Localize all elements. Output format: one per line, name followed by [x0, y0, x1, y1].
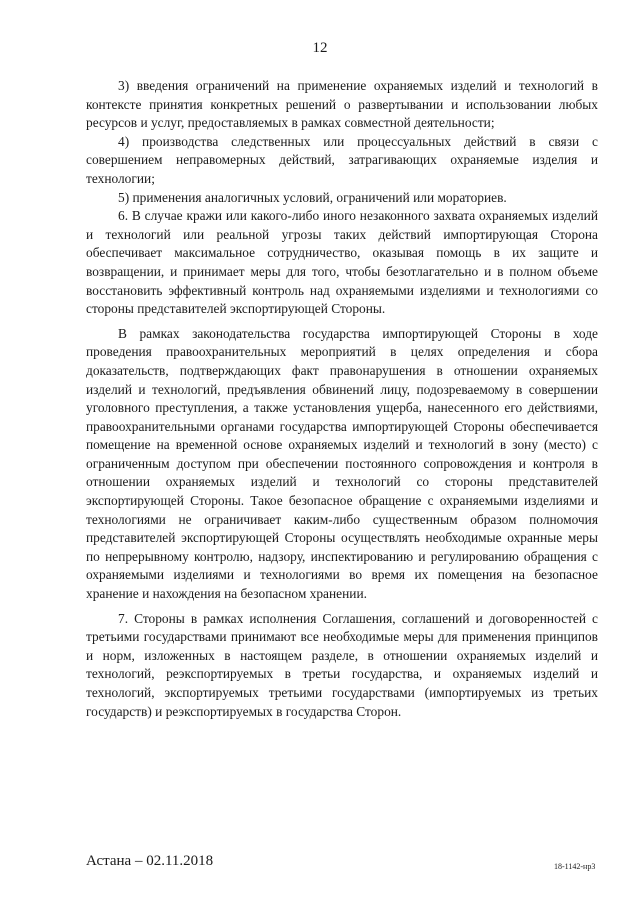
footer-place-date: Астана – 02.11.2018	[86, 853, 214, 869]
paragraph-item-3: 3) введения ограничений на применение охраняемых изделий и технологий в контексте принятия конкретных решений о развертывании и использовании любых ресурсов и услуг, предоставляемых в рамках совместной деятельности;	[86, 78, 598, 131]
paragraph-clause-6: 6. В случае кражи или какого-либо иного незаконного захвата охраняемых изделий и технологий или реальной угрозы таких действий импортирующая Сторона обеспечивает максимальное сотрудничество, оказывая помощь в их защите и возвращении, и принимает меры для того, чтобы безотлагательно и в полном объеме восстановить эффективный контроль над охраняемыми изделиями и технологиями со стороны представителей экспортирующей Стороны.	[86, 208, 598, 317]
paragraph-item-5: 5) применения аналогичных условий, ограничений или мораториев.	[118, 189, 507, 205]
paragraph-clause-7: 7. Стороны в рамках исполнения Соглашения, соглашений и договоренностей с третьими государствами принимают все необходимые меры для применения принципов и норм, изложенных в настоящем разделе, в отношении охраняемых изделий и технологий, реэкспортируемых в третьи государства, и охраняемых изделий и технологий, экспортируемых третьими государствами (импортируемых из третьих государств) и реэкспортируемых в государства Сторон.	[86, 610, 598, 719]
paragraph-item-4: 4) производства следственных или процессуальных действий в связи с совершением неправомерных действий, затрагивающих охраняемые изделия и технологии;	[86, 133, 598, 186]
footer-doc-code: 18-1142-нр3	[554, 862, 596, 871]
paragraph-law-enforcement: В рамках законодательства государства импортирующей Стороны в ходе проведения правоохранительных мероприятий в целях определения и сбора доказательств, подтверждающих факт правонарушения в отношении охраняемых изделий и технологий, предъявления обвинений лицу, подозреваемому в совершении уголовного преступления, а также установления ущерба, нанесенного его действиями, правоохранительными органами государства импортирующей Стороны обеспечивается помещение на временной основе охраняемых изделий и технологий в зону (место) с ограниченным доступом при обеспечении постоянного сопровождения и контроля в отношении охраняемых изделий и технологий со стороны представителей экспортирующей Стороны. Такое безопасное обращение с охраняемыми изделиями и технологиями не ограничивает каким-либо существенным образом полномочия представителей экспортирующей Стороны осуществлять необходимые охранные меры по непрерывному контролю, надзору, инспектированию и регулированию обращения с охраняемыми изделиями и технологиями во время их помещения на безопасное хранение и нахождения на безопасном хранении.	[86, 325, 598, 602]
document-body	[86, 77, 598, 721]
page-number: 12	[312, 40, 328, 56]
